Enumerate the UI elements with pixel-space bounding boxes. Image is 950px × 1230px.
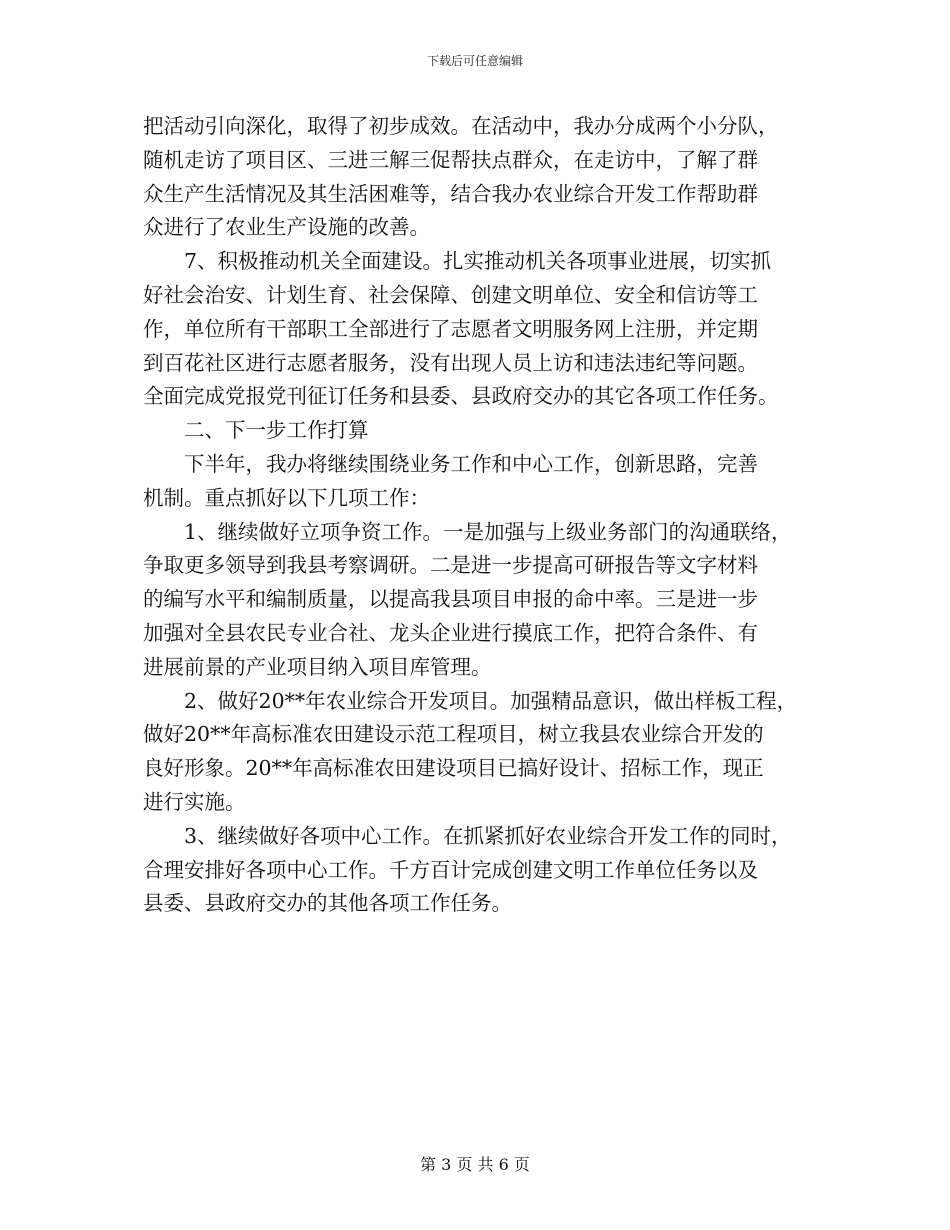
- body-text-line: 把活动引向深化，取得了初步成效。在活动中，我办分成两个小分队，: [143, 114, 779, 138]
- body-text-line: 全面完成党报党刊征订任务和县委、县政府交办的其它各项工作任务。: [143, 384, 779, 409]
- body-text-line: 县委、县政府交办的其他各项工作任务。: [143, 891, 512, 916]
- document-body: [143, 110, 833, 921]
- body-text-line: 作，单位所有干部职工全部进行了志愿者文明服务网上注册，并定期: [143, 316, 758, 341]
- body-text-line: 3、继续做好各项中心工作。在抓紧抓好农业综合开发工作的同时，: [184, 823, 792, 848]
- body-text-line: 加强对全县农民专业合社、龙头企业进行摸底工作，把符合条件、有: [143, 620, 758, 645]
- body-text-line: 众生产生活情况及其生活困难等，结合我办农业综合开发工作帮助群: [143, 181, 758, 206]
- body-text-line: 机制。重点抓好以下几项工作：: [143, 485, 430, 510]
- body-text-line: 2、做好20**年农业综合开发项目。加强精品意识，做出样板工程，: [184, 688, 798, 713]
- body-text-line: 进展前景的产业项目纳入项目库管理。: [143, 654, 492, 679]
- body-text-line: 下半年，我办将继续围绕业务工作和中心工作，创新思路，完善: [184, 451, 758, 476]
- body-text-line: 好社会治安、计划生育、社会保障、创建文明单位、安全和信访等工: [143, 282, 758, 307]
- body-text-line: 1、继续做好立项争资工作。一是加强与上级业务部门的沟通联络，: [184, 519, 792, 544]
- body-text-line: 争取更多领导到我县考察调研。二是进一步提高可研报告等文字材料: [143, 553, 758, 578]
- page-header: 下载后可任意编辑: [426, 54, 523, 68]
- body-text-line: 合理安排好各项中心工作。千方百计完成创建文明工作单位任务以及: [143, 857, 758, 882]
- body-text-line: 做好20**年高标准农田建设示范工程项目，树立我县农业综合开发的: [143, 722, 764, 747]
- body-text-line: 众进行了农业生产设施的改善。: [143, 215, 430, 240]
- body-text-line: 到百花社区进行志愿者服务，没有出现人员上访和违法违纪等问题。: [143, 350, 758, 375]
- body-text-line: 7、积极推动机关全面建设。扎实推动机关各项事业进展，切实抓: [184, 249, 772, 274]
- body-text-line: 的编写水平和编制质量，以提高我县项目申报的命中率。三是进一步: [143, 587, 758, 612]
- body-text-line: 进行实施。: [143, 789, 246, 814]
- body-text-line: 良好形象。20**年高标准农田建设项目已搞好设计、招标工作，现正: [143, 756, 764, 781]
- page-footer: 第 3 页 共 6 页: [420, 1155, 530, 1174]
- body-text-line: 二、下一步工作打算: [184, 418, 369, 443]
- body-text-line: 随机走访了项目区、三进三解三促帮扶点群众，在走访中，了解了群: [143, 147, 758, 172]
